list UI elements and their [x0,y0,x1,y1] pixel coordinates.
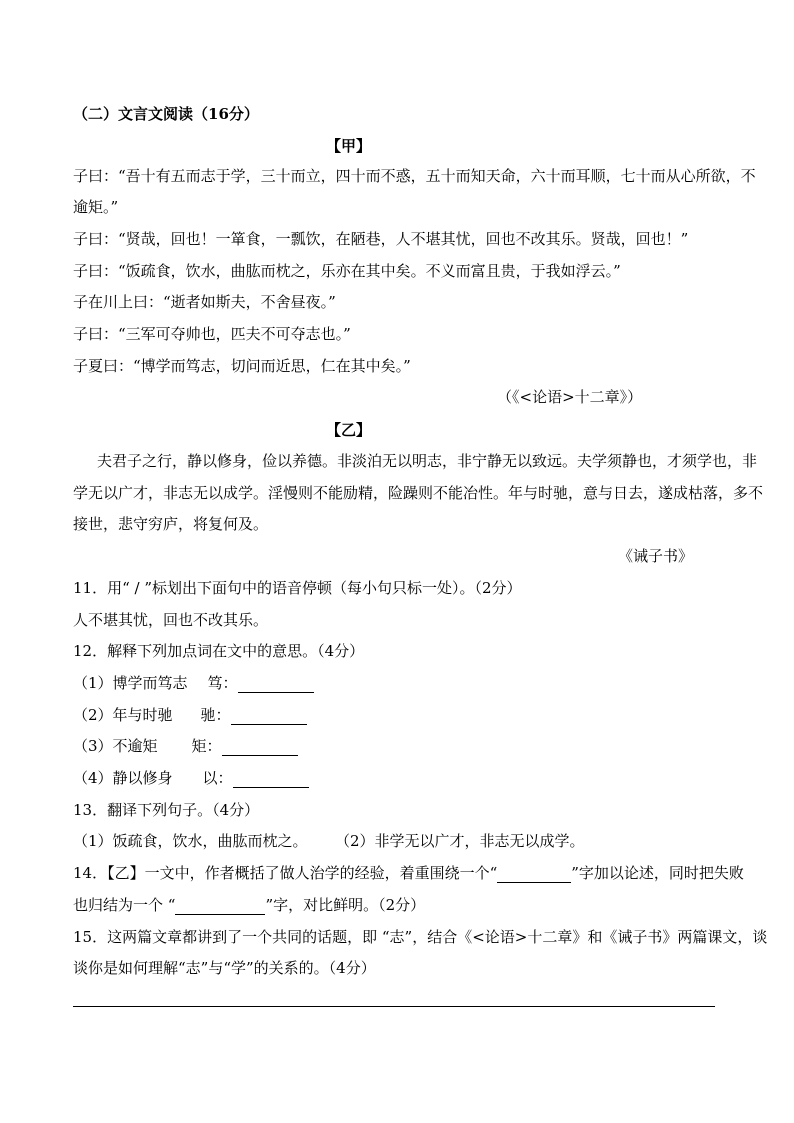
q12-item-1-word: 笃： [207,674,238,692]
q12-item-4-phrase: （4）静以修身 [73,769,173,787]
passage-yi-source: 《诫子书》 [618,547,694,565]
jia-line-1: 子曰：“吾十有五而志于学，三十而立，四十而不惑，五十而知天命，六十而耳顺，七十而从心所欲，不 [73,167,756,185]
jia-line-3: 子曰：“贤哉，回也！一箪食，一瓢饮，在陋巷，人不堪其忧，回也不改其乐。贤哉，回也！” [73,230,689,248]
q13-sentence-2: （2）非学无以广才，非志无以成学。 [335,832,585,850]
q15-line-2: 谈你是如何理解“志”与“学”的关系的。（4分） [73,959,376,977]
q12-item-2-word: 驰： [200,706,231,724]
q13-prompt: 13．翻译下列句子。（4分） [73,801,260,819]
section-title: （二）文言文阅读（16分） [73,105,259,123]
yi-line-2: 学无以广才，非志无以成学。淫慢则不能励精，险躁则不能冶性。年与时驰，意与日去，遂成枯落，多不 [73,484,764,502]
q14-part3: 也归结为一个 “ [73,896,176,914]
jia-line-6: 子曰：“三军可夺帅也，匹夫不可夺志也。” [73,325,351,343]
passage-yi-label: 【乙】 [326,421,372,439]
q14-part2: ”字加以论述，同时把失败 [571,864,744,882]
q11-prompt: 11．用“ / ”标划出下面句中的语音停顿（每小句只标一处）。（2分） [73,579,522,597]
q12-item-1 [73,673,314,693]
q14-answer-blank-2[interactable] [175,898,265,915]
jia-line-7: 子夏曰：“博学而笃志，切问而近思，仁在其中矣。” [73,357,411,375]
q14-answer-blank-1[interactable] [497,866,571,883]
q12-item-4-word: 以： [202,769,233,787]
q12-answer-blank-1[interactable] [238,676,314,693]
passage-jia-source: （《<论语>十二章》） [497,388,643,406]
q12-prompt: 12．解释下列加点词在文中的意思。（4分） [73,642,365,660]
jia-line-2: 逾矩。” [73,198,119,216]
q12-answer-blank-4[interactable] [233,771,309,788]
q12-item-1-phrase: （1）博学而笃志 [73,674,188,692]
q14-part4: ”字，对比鲜明。（2分） [265,896,426,914]
answer-rule-line[interactable] [73,1006,715,1007]
q14-line-2 [73,895,425,915]
yi-line-3: 接世，悲守穷庐，将复何及。 [73,515,269,533]
q12-answer-blank-2[interactable] [231,708,307,725]
q14-part1: 14．【乙】一文中，作者概括了做人治学的经验，着重围绕一个“ [73,864,498,882]
q12-item-3-phrase: （3）不逾矩 [73,737,158,755]
q12-item-3-word: 矩： [191,737,222,755]
yi-line-1: 夫君子之行，静以修身，俭以养德。非淡泊无以明志，非宁静无以致远。夫学须静也，才须学也，非 [97,452,758,470]
q13-sentence-1: （1）饭疏食，饮水，曲肱而枕之。 [73,832,308,850]
passage-jia-label: 【甲】 [326,137,372,155]
jia-line-4: 子曰：“饭疏食，饮水，曲肱而枕之，乐亦在其中矣。不义而富且贵，于我如浮云。” [73,262,621,280]
q15-line-1: 15．这两篇文章都讲到了一个共同的话题，即 “志”，结合《<论语>十二章》和《诫子书》两篇课文，谈 [73,928,768,946]
q12-answer-blank-3[interactable] [222,739,298,756]
q12-item-2 [73,705,307,725]
q14-line-1 [73,863,744,883]
q12-item-4 [73,768,309,788]
q12-item-2-phrase: （2）年与时驰 [73,706,173,724]
q11-sentence: 人不堪其忧，回也不改其乐。 [73,611,269,629]
q12-item-3 [73,736,298,756]
jia-line-5: 子在川上曰：“逝者如斯夫，不舍昼夜。” [73,293,336,311]
